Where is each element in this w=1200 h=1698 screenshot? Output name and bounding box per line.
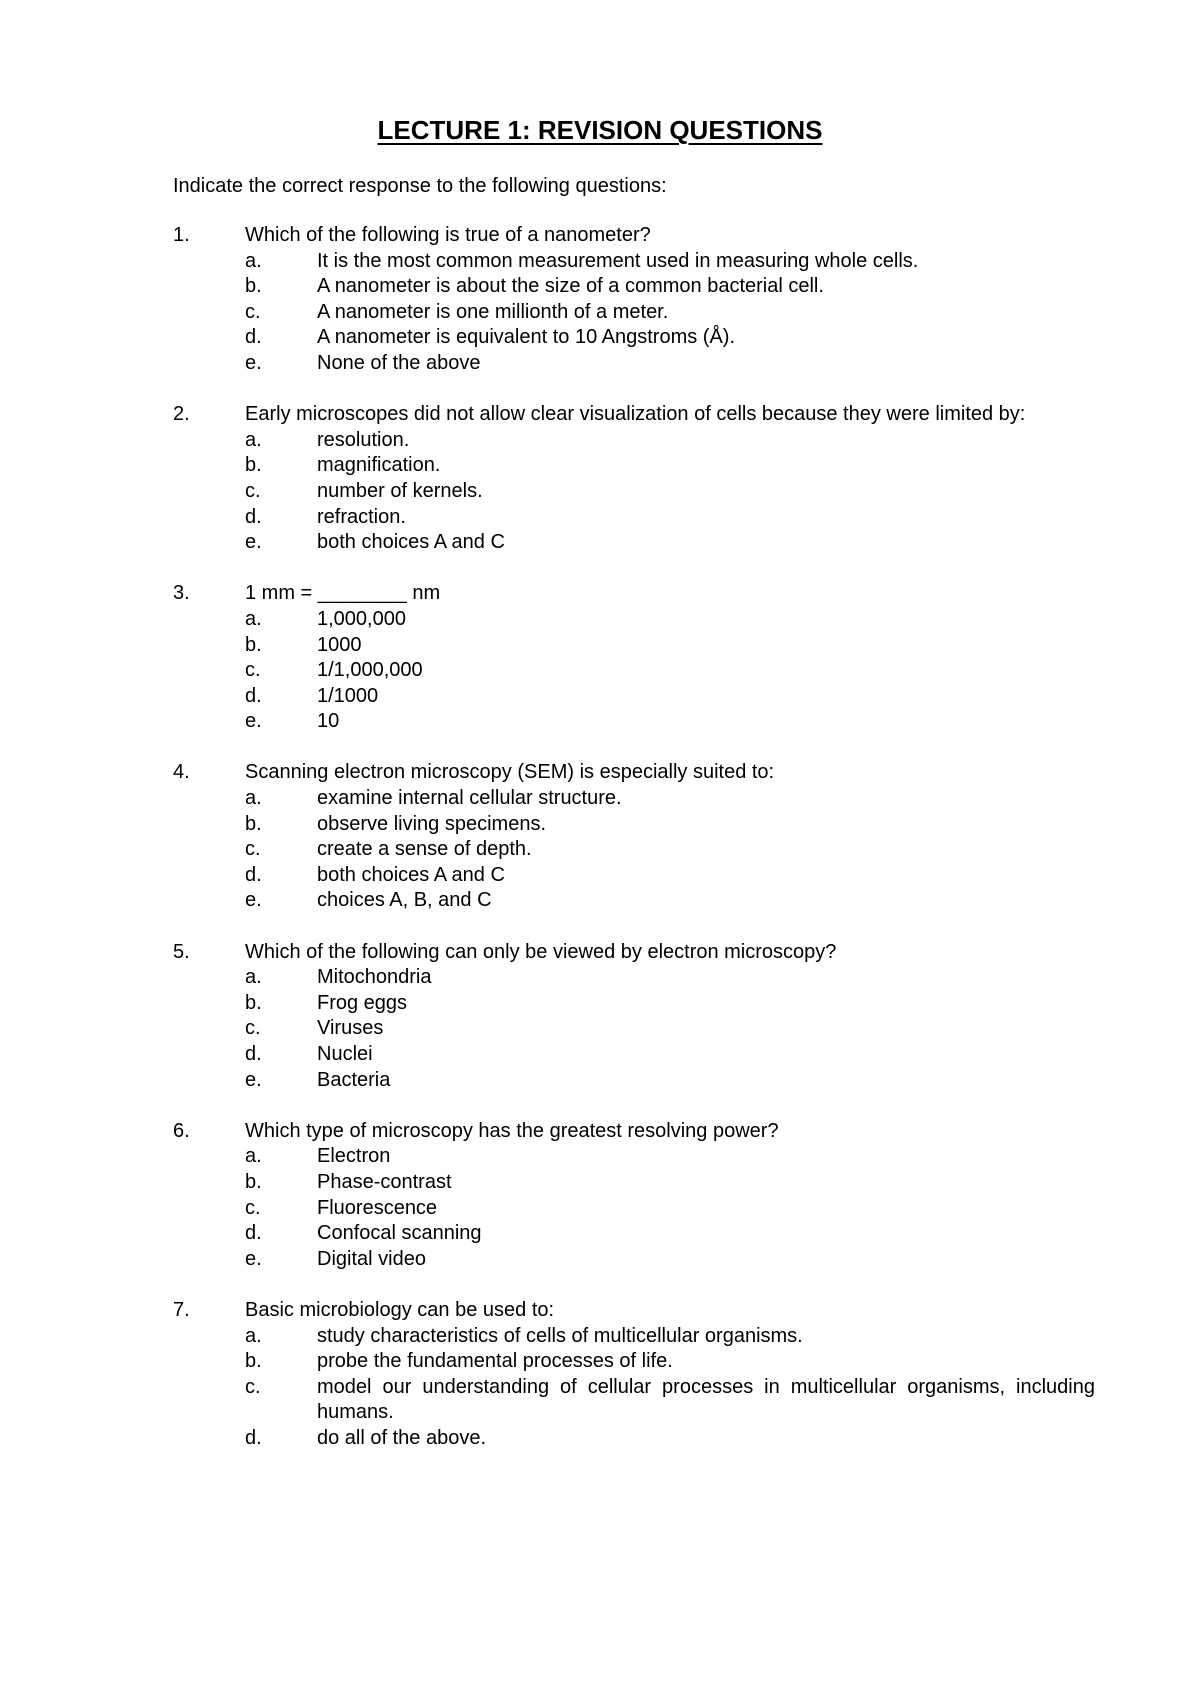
answer-option	[173, 1426, 1095, 1452]
option-letter: a.	[245, 607, 262, 630]
option-letter: b.	[245, 991, 262, 1014]
option-indent	[173, 1016, 245, 1042]
question-number: 7.	[173, 1298, 190, 1321]
option-letter: e.	[245, 531, 262, 554]
answer-option	[173, 1196, 1095, 1222]
option-letter: e.	[245, 1247, 262, 1270]
option-text: Frog eggs	[317, 991, 408, 1014]
question-text: Which type of microscopy has the greatest resolving power?	[245, 1119, 779, 1142]
option-indent	[173, 428, 245, 454]
answer-option	[173, 1042, 1095, 1068]
page-title	[0, 112, 1200, 148]
option-letter: a.	[245, 249, 262, 272]
option-letter: a.	[245, 787, 262, 810]
option-letter: c.	[245, 1196, 261, 1219]
answer-option	[173, 965, 1095, 991]
answer-option	[173, 863, 1095, 889]
option-letter: a.	[245, 1145, 262, 1168]
option-letter: e.	[245, 889, 262, 912]
option-text: refraction.	[317, 505, 406, 528]
answer-option	[173, 351, 1095, 377]
question-stem	[173, 1119, 1095, 1145]
answer-option	[173, 991, 1095, 1017]
option-indent	[173, 351, 245, 377]
answer-option	[173, 1375, 1095, 1426]
option-letter: b.	[245, 812, 262, 835]
option-indent	[173, 633, 245, 659]
option-indent	[173, 505, 245, 531]
option-indent	[173, 1221, 245, 1247]
question-item	[173, 940, 1095, 1094]
question-item	[173, 402, 1095, 556]
option-text: magnification.	[317, 454, 441, 477]
option-indent	[173, 325, 245, 351]
option-letter: b.	[245, 275, 262, 298]
option-text: Bacteria	[317, 1068, 391, 1091]
option-text: Confocal scanning	[317, 1222, 482, 1245]
option-text: probe the fundamental processes of life.	[317, 1350, 673, 1373]
answer-option	[173, 888, 1095, 914]
answer-option	[173, 453, 1095, 479]
option-text: A nanometer is equivalent to 10 Angstroms (Å).	[317, 326, 735, 349]
question-text: Basic microbiology can be used to:	[245, 1298, 555, 1321]
question-number: 4.	[173, 761, 190, 784]
option-letter: a.	[245, 966, 262, 989]
answer-option	[173, 1349, 1095, 1375]
option-indent	[173, 1375, 245, 1426]
answer-option	[173, 1170, 1095, 1196]
option-letter: c.	[245, 1375, 261, 1398]
option-text: examine internal cellular structure.	[317, 787, 622, 810]
option-text: study characteristics of cells of multicellular organisms.	[317, 1324, 803, 1347]
option-text: model our understanding of cellular processes in multicellular organisms, including humans.	[317, 1375, 1095, 1424]
option-indent	[173, 300, 245, 326]
option-text: 1000	[317, 633, 362, 656]
question-item	[173, 760, 1095, 914]
option-indent	[173, 812, 245, 838]
option-letter: d.	[245, 863, 262, 886]
option-text: do all of the above.	[317, 1426, 487, 1449]
option-text: Fluorescence	[317, 1196, 438, 1219]
answer-option	[173, 837, 1095, 863]
answer-option	[173, 1068, 1095, 1094]
option-indent	[173, 453, 245, 479]
option-letter: d.	[245, 1222, 262, 1245]
question-item	[173, 581, 1095, 735]
question-number: 1.	[173, 224, 190, 246]
question-number: 2.	[173, 403, 190, 426]
option-indent	[173, 888, 245, 914]
question-list	[173, 223, 1095, 1477]
option-letter: d.	[245, 505, 262, 528]
answer-option	[173, 428, 1095, 454]
option-letter: b.	[245, 1170, 262, 1193]
option-indent	[173, 658, 245, 684]
option-text: Nuclei	[317, 1043, 373, 1065]
option-text: 1,000,000	[317, 607, 406, 630]
option-indent	[173, 1324, 245, 1350]
answer-option	[173, 300, 1095, 326]
option-letter: c.	[245, 838, 261, 861]
answer-option	[173, 812, 1095, 838]
answer-option	[173, 274, 1095, 300]
question-item	[173, 1298, 1095, 1452]
instructions-text: Indicate the correct response to the following questions:	[173, 175, 667, 197]
answer-option	[173, 1247, 1095, 1273]
option-letter: b.	[245, 633, 262, 656]
option-indent	[173, 530, 245, 556]
option-letter: e.	[245, 351, 262, 374]
option-text: 10	[317, 710, 340, 733]
option-letter: b.	[245, 454, 262, 477]
option-indent	[173, 786, 245, 812]
option-text: create a sense of depth.	[317, 838, 532, 861]
option-text: It is the most common measurement used in measuring whole cells.	[317, 249, 919, 272]
answer-option	[173, 325, 1095, 351]
option-indent	[173, 1349, 245, 1375]
option-indent	[173, 1247, 245, 1273]
question-stem	[173, 581, 1095, 607]
question-stem	[173, 1298, 1095, 1324]
option-indent	[173, 837, 245, 863]
question-number: 3.	[173, 582, 190, 605]
answer-option	[173, 1324, 1095, 1350]
answer-option	[173, 1144, 1095, 1170]
option-text: both choices A and C	[317, 863, 505, 886]
option-letter: c.	[245, 1017, 261, 1040]
option-text: None of the above	[317, 351, 481, 374]
question-stem	[173, 223, 1095, 249]
option-text: resolution.	[317, 428, 410, 451]
page-title-text: LECTURE 1: REVISION QUESTIONS	[377, 115, 823, 145]
option-indent	[173, 274, 245, 300]
option-text: Electron	[317, 1145, 391, 1168]
option-indent	[173, 249, 245, 275]
option-indent	[173, 965, 245, 991]
option-text: A nanometer is one millionth of a meter.	[317, 300, 669, 323]
answer-option	[173, 633, 1095, 659]
option-letter: d.	[245, 326, 262, 349]
option-letter: b.	[245, 1350, 262, 1373]
option-text: Digital video	[317, 1247, 426, 1270]
option-indent	[173, 479, 245, 505]
option-letter: e.	[245, 710, 262, 733]
question-text: 1 mm = ________ nm	[245, 582, 441, 605]
option-indent	[173, 1196, 245, 1222]
option-text: number of kernels.	[317, 479, 483, 502]
question-text: Early microscopes did not allow clear visualization of cells because they were limited by:	[245, 403, 1026, 426]
answer-option	[173, 530, 1095, 556]
answer-option	[173, 249, 1095, 275]
option-text: 1/1000	[317, 684, 379, 707]
option-indent	[173, 1144, 245, 1170]
option-letter: c.	[245, 300, 261, 323]
option-indent	[173, 863, 245, 889]
option-indent	[173, 1426, 245, 1452]
question-text: Scanning electron microscopy (SEM) is especially suited to:	[245, 761, 775, 784]
option-indent	[173, 684, 245, 710]
option-text: both choices A and C	[317, 531, 505, 554]
answer-option	[173, 786, 1095, 812]
option-text: 1/1,000,000	[317, 659, 423, 682]
option-letter: c.	[245, 479, 261, 502]
answer-option	[173, 658, 1095, 684]
option-text: Mitochondria	[317, 966, 432, 989]
option-indent	[173, 1170, 245, 1196]
option-letter: c.	[245, 659, 261, 682]
answer-option	[173, 684, 1095, 710]
option-letter: a.	[245, 1324, 262, 1347]
question-number: 5.	[173, 940, 190, 963]
answer-option	[173, 505, 1095, 531]
answer-option	[173, 607, 1095, 633]
answer-option	[173, 479, 1095, 505]
option-indent	[173, 709, 245, 735]
option-indent	[173, 607, 245, 633]
option-indent	[173, 1068, 245, 1094]
option-indent	[173, 991, 245, 1017]
option-text: A nanometer is about the size of a common bacterial cell.	[317, 275, 824, 298]
option-text: Phase-contrast	[317, 1170, 452, 1193]
question-stem	[173, 402, 1095, 428]
question-item	[173, 223, 1095, 377]
option-text: observe living specimens.	[317, 812, 546, 835]
option-indent	[173, 1042, 245, 1068]
option-letter: d.	[245, 1043, 262, 1065]
question-number: 6.	[173, 1119, 190, 1142]
option-letter: a.	[245, 428, 262, 451]
option-text: choices A, B, and C	[317, 889, 492, 912]
question-stem	[173, 940, 1095, 966]
answer-option	[173, 709, 1095, 735]
question-item	[173, 1119, 1095, 1273]
option-letter: d.	[245, 684, 262, 707]
option-text: Viruses	[317, 1017, 384, 1040]
option-letter: d.	[245, 1426, 262, 1449]
question-text: Which of the following is true of a nanometer?	[245, 224, 651, 246]
answer-option	[173, 1221, 1095, 1247]
question-stem	[173, 760, 1095, 786]
answer-option	[173, 1016, 1095, 1042]
option-letter: e.	[245, 1068, 262, 1091]
question-text: Which of the following can only be viewed by electron microscopy?	[245, 940, 837, 963]
